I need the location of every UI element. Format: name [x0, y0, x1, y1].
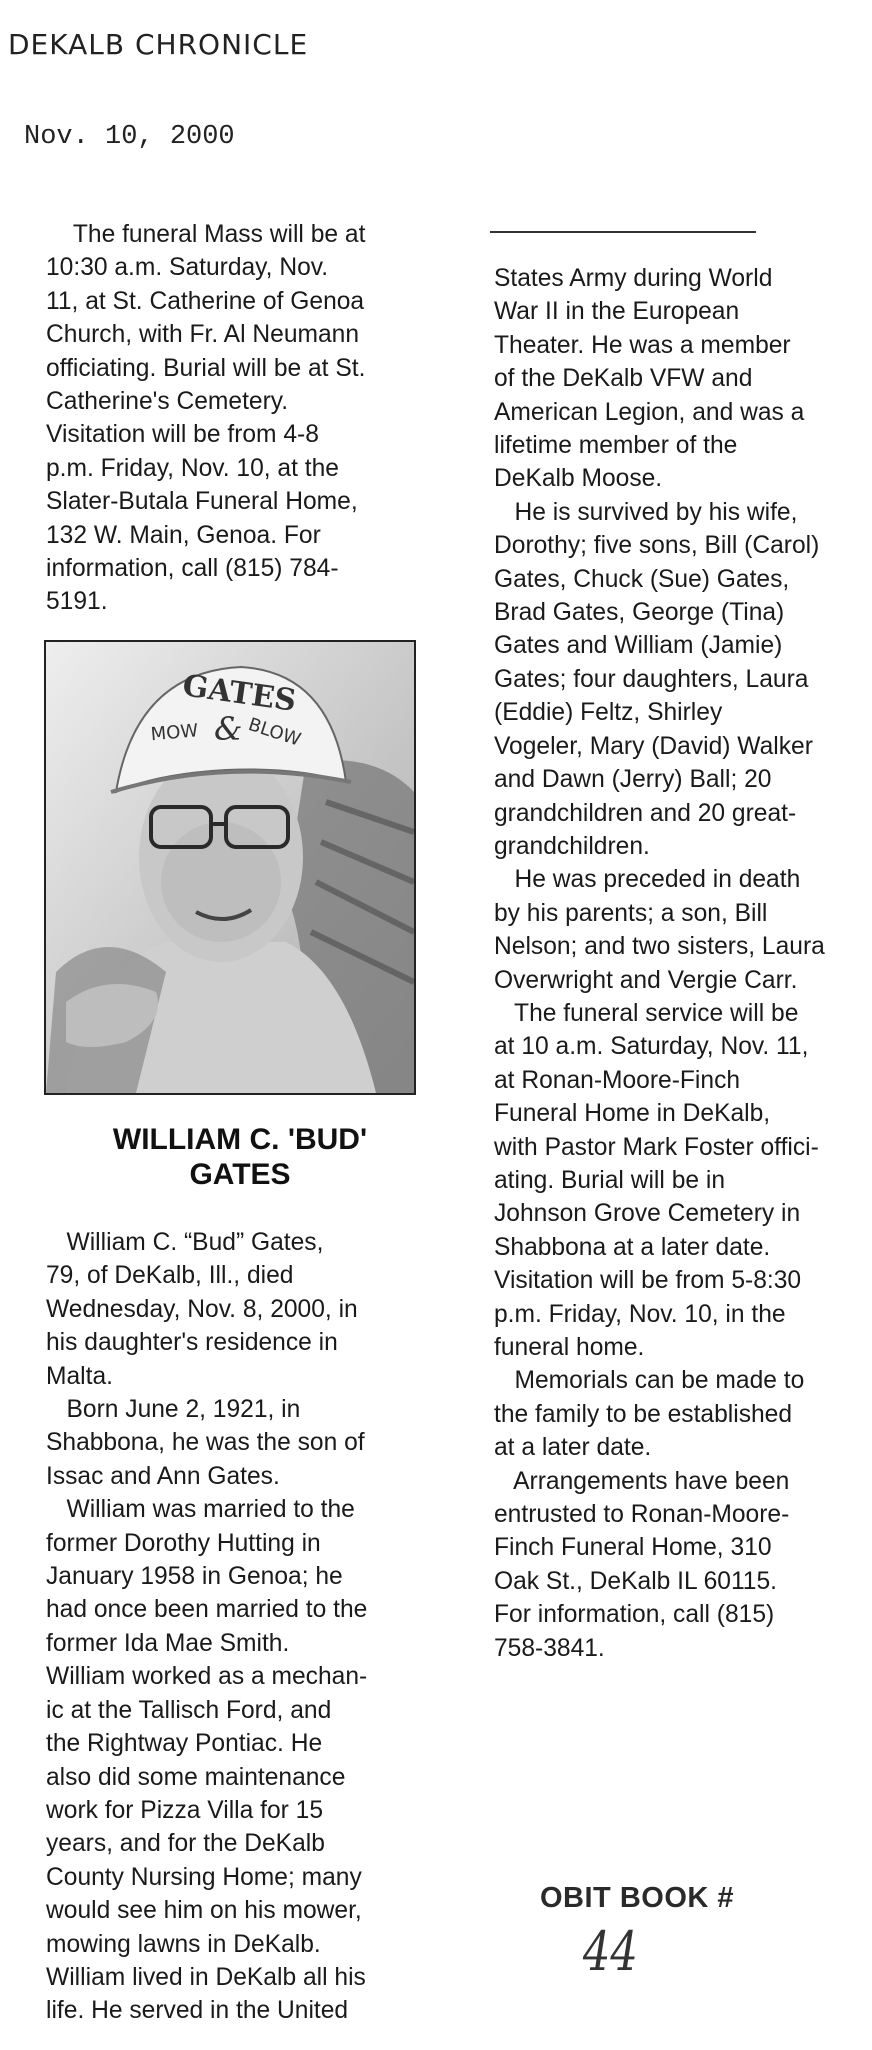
text-line: Slater-Butala Funeral Home, [46, 488, 358, 516]
text-line: American Legion, and was a [494, 398, 805, 426]
text-line: Catherine's Cemetery. [46, 388, 289, 416]
text-line: Finch Funeral Home, 310 [494, 1534, 772, 1562]
text-line: Gates, Chuck (Sue) Gates, [494, 565, 790, 593]
text-line: information, call (815) 784- [46, 555, 339, 583]
text-line: p.m. Friday, Nov. 10, in the [494, 1300, 786, 1328]
text-line: Shabbona at a later date. [494, 1233, 771, 1261]
cap-text-mow: MOW [149, 720, 199, 746]
text-line: Memorials can be made to [494, 1367, 805, 1395]
text-line: Dorothy; five sons, Bill (Carol) [494, 532, 820, 560]
text-line: Gates and William (Jamie) [494, 632, 783, 660]
text-line: lifetime member of the [494, 432, 738, 460]
text-line: mowing lawns in DeKalb. [46, 1930, 321, 1958]
text-line: William C. “Bud” Gates, [46, 1229, 324, 1256]
text-line: War II in the European [494, 298, 740, 326]
text-line: at Ronan-Moore-Finch [494, 1066, 741, 1094]
text-line: The funeral Mass will be at [46, 221, 366, 248]
cap-text-ampersand: & [214, 710, 243, 748]
text-line: p.m. Friday, Nov. 10, at the [46, 454, 339, 482]
text-line: 5191. [46, 588, 108, 616]
text-line: Johnson Grove Cemetery in [494, 1200, 801, 1228]
text-line: 132 W. Main, Genoa. For [46, 521, 321, 549]
column-divider-rule [490, 231, 756, 233]
text-line: entrusted to Ronan-Moore- [494, 1501, 790, 1529]
publication-date: Nov. 10, 2000 [24, 122, 235, 152]
column-2-text [494, 262, 825, 1665]
text-line: Theater. He was a member [494, 331, 791, 359]
text-line: with Pastor Mark Foster offici- [494, 1133, 819, 1161]
text-line: at 10 a.m. Saturday, Nov. 11, [494, 1033, 809, 1061]
text-line: William lived in DeKalb all his [46, 1963, 366, 1991]
obit-book-number: 44 [582, 1920, 638, 1983]
text-line: grandchildren and 20 great- [494, 799, 797, 827]
text-line: would see him on his mower, [46, 1897, 362, 1925]
text-line: the family to be established [494, 1400, 793, 1428]
text-line: Malta. [46, 1362, 113, 1390]
text-line: Brad Gates, George (Tina) [494, 599, 785, 627]
text-line: William was married to the [46, 1496, 355, 1524]
column-1-top-text [46, 218, 365, 619]
text-line: Overwright and Vergie Carr. [494, 966, 798, 994]
text-line: Born June 2, 1921, in [46, 1396, 301, 1424]
column-1-bottom-text [46, 1226, 367, 2028]
text-line: had once been married to the [46, 1596, 368, 1624]
text-line: Church, with Fr. Al Neumann [46, 321, 360, 349]
text-line: his daughter's residence in [46, 1329, 338, 1357]
text-line: officiating. Burial will be at St. [46, 354, 366, 382]
headline-line-1: WILLIAM C. 'BUD' [112, 1123, 368, 1156]
text-line: January 1958 in Genoa; he [46, 1563, 343, 1591]
text-line: Vogeler, Mary (David) Walker [494, 732, 813, 760]
text-line: 11, at St. Catherine of Genoa [46, 287, 365, 315]
text-line: Wednesday, Nov. 8, 2000, in [46, 1295, 358, 1323]
cap-text-blow: BLOW [245, 714, 304, 751]
text-line: life. He served in the United [46, 1997, 349, 2025]
text-line: 79, of DeKalb, Ill., died [46, 1262, 294, 1290]
text-line: former Dorothy Hutting in [46, 1529, 321, 1557]
text-line: (Eddie) Feltz, Shirley [494, 699, 723, 727]
text-line: former Ida Mae Smith. [46, 1629, 290, 1657]
text-line: of the DeKalb VFW and [494, 365, 753, 393]
text-line: Arrangements have been [494, 1467, 790, 1495]
text-line: County Nursing Home; many [46, 1863, 362, 1891]
text-line: Issac and Ann Gates. [46, 1462, 280, 1490]
text-line: ating. Burial will be in [494, 1166, 726, 1194]
text-line: also did some maintenance [46, 1763, 346, 1791]
obituary-headline [20, 1122, 460, 1192]
text-line: Gates; four daughters, Laura [494, 665, 809, 693]
text-line: The funeral service will be [494, 999, 799, 1027]
text-line: He was preceded in death [494, 866, 801, 894]
publication-name: DEKALB CHRONICLE [8, 28, 309, 61]
cap-text-gates: GATES [180, 668, 299, 719]
text-line: work for Pizza Villa for 15 [46, 1796, 324, 1824]
text-line: 10:30 a.m. Saturday, Nov. [46, 254, 329, 282]
text-line: DeKalb Moose. [494, 465, 663, 493]
text-line: William worked as a mechan- [46, 1663, 368, 1691]
text-line: by his parents; a son, Bill [494, 899, 768, 927]
text-line: years, and for the DeKalb [46, 1830, 325, 1858]
text-line: Visitation will be from 5-8:30 [494, 1267, 802, 1295]
obit-book-stamp: OBIT BOOK # [540, 1882, 735, 1914]
text-line: Oak St., DeKalb IL 60115. [494, 1567, 777, 1595]
text-line: ic at the Tallisch Ford, and [46, 1696, 332, 1724]
text-line: 758-3841. [494, 1634, 605, 1662]
text-line: grandchildren. [494, 832, 650, 860]
text-line: Nelson; and two sisters, Laura [494, 933, 825, 961]
text-line: funeral home. [494, 1334, 645, 1361]
text-line: the Rightway Pontiac. He [46, 1730, 323, 1758]
text-line: and Dawn (Jerry) Ball; 20 [494, 766, 772, 794]
portrait-photo [44, 640, 416, 1095]
text-line: at a later date. [494, 1434, 652, 1462]
text-line: For information, call (815) [494, 1601, 775, 1629]
text-line: Funeral Home in DeKalb, [494, 1100, 771, 1128]
headline-line-2: GATES [189, 1158, 291, 1191]
text-line: He is survived by his wife, [494, 498, 798, 526]
text-line: Shabbona, he was the son of [46, 1429, 365, 1457]
text-line: States Army during World [494, 265, 773, 292]
text-line: Visitation will be from 4-8 [46, 421, 319, 449]
